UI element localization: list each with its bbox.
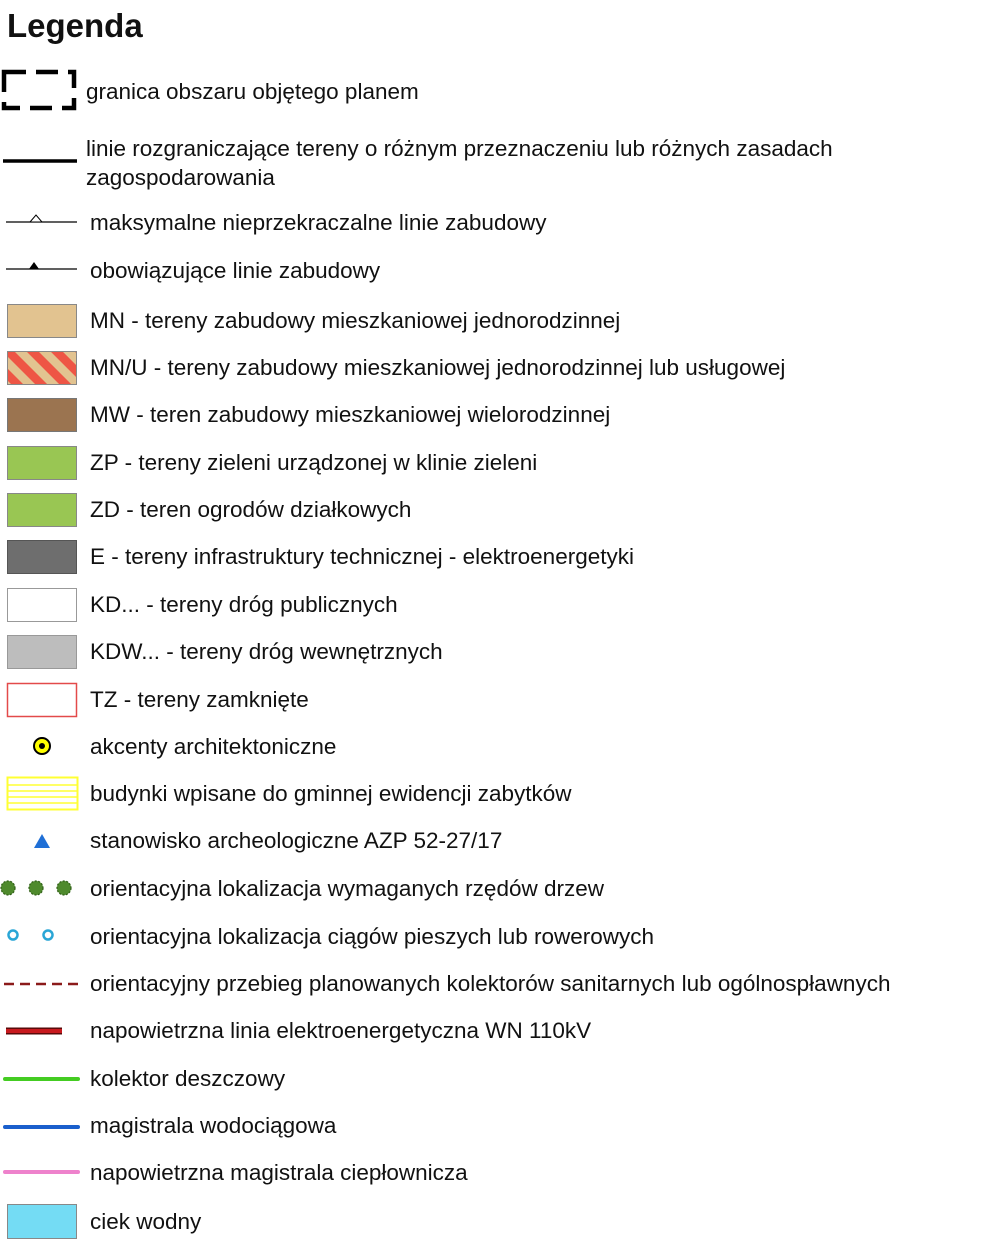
legend-item-boundary-lines	[0, 132, 997, 192]
legend-label: linie rozgraniczające tereny o różnym przeznaczeniu lub różnych zasadach zagospodarowania	[86, 136, 833, 190]
legend-label: napowietrzna magistrala ciepłownicza	[90, 1160, 468, 1185]
legend-label: ZP - tereny zieleni urządzonej w klinie zieleni	[90, 450, 538, 475]
legend-label: akcenty architektoniczne	[90, 734, 337, 759]
legend-item-heating-main	[0, 1158, 997, 1188]
legend-label: MW - teren zabudowy mieszkaniowej wielorodzinnej	[90, 402, 611, 427]
pink-line-icon	[0, 1158, 80, 1188]
legend-item-max-building-lines	[0, 208, 997, 238]
legend-label: KDW... - tereny dróg wewnętrznych	[90, 639, 443, 664]
legend-label: orientacyjny przebieg planowanych kolektorów sanitarnych lub ogólnospławnych	[90, 971, 891, 996]
power-line-icon	[0, 1016, 80, 1046]
legend-label: E - tereny infrastruktury technicznej - elektroenergetyki	[90, 544, 634, 569]
tree-dots-icon	[0, 873, 80, 903]
mnu-hatched-swatch-icon	[0, 349, 80, 385]
legend-label: ZD - teren ogrodów działkowych	[90, 497, 412, 522]
legend-label: MN/U - tereny zabudowy mieszkaniowej jednorodzinnej lub usługowej	[90, 355, 786, 380]
mw-swatch-icon	[0, 396, 80, 432]
blue-line-icon	[0, 1111, 80, 1141]
legend-label: obowiązujące linie zabudowy	[90, 258, 381, 283]
legend-label: MN - tereny zabudowy mieszkaniowej jednorodzinnej	[90, 308, 621, 333]
blue-triangle-icon	[0, 826, 80, 856]
tz-swatch-icon	[0, 681, 80, 717]
legend-item-zd	[0, 491, 997, 527]
legend-label: napowietrzna linia elektroenergetyczna WN 110kV	[90, 1018, 592, 1043]
legend-title: Legenda	[7, 7, 143, 44]
water-swatch-icon	[0, 1202, 80, 1240]
dashed-boundary-icon	[0, 68, 80, 114]
legend-item-mnu	[0, 349, 997, 385]
legend-item-monuments	[0, 775, 997, 811]
legend-item-kdw	[0, 633, 997, 669]
legend-item-pedestrian-paths	[0, 921, 997, 951]
line-open-triangle-icon	[0, 208, 80, 238]
kd-swatch-icon	[0, 586, 80, 622]
legend-item-mandatory-building-lines	[0, 256, 997, 286]
legend-item-e	[0, 538, 997, 574]
accent-target-icon	[0, 731, 80, 761]
legend-item-zp	[0, 444, 997, 480]
legend-label: KD... - tereny dróg publicznych	[90, 592, 398, 617]
mn-swatch-icon	[0, 302, 80, 338]
legend-item-watercourse	[0, 1202, 997, 1240]
legend-item-sanitary-collectors	[0, 969, 997, 999]
legend-label: stanowisko archeologiczne AZP 52-27/17	[90, 828, 503, 853]
legend-item-water-main	[0, 1111, 997, 1141]
legend-item-kd	[0, 586, 997, 622]
dashed-collector-icon	[0, 969, 80, 999]
legend-item-power-line	[0, 1016, 997, 1046]
monument-hatched-icon	[0, 775, 80, 811]
legend-label: magistrala wodociągowa	[90, 1113, 337, 1138]
green-line-icon	[0, 1064, 80, 1094]
legend-item-plan-boundary	[0, 68, 997, 114]
legend-item-archaeological-site	[0, 826, 997, 856]
solid-line-icon	[0, 132, 80, 192]
legend-item-tree-rows	[0, 873, 997, 903]
legend-item-architectural-accents	[0, 731, 997, 761]
legend-label: budynki wpisane do gminnej ewidencji zabytków	[90, 781, 572, 806]
path-circles-icon	[0, 921, 80, 951]
legend-label: TZ - tereny zamknięte	[90, 687, 309, 712]
legend-item-mn	[0, 302, 997, 338]
legend-label: maksymalne nieprzekraczalne linie zabudowy	[90, 210, 547, 235]
legend-label: orientacyjna lokalizacja ciągów pieszych lub rowerowych	[90, 924, 655, 949]
legend-item-storm-collector	[0, 1064, 997, 1094]
legend-item-tz	[0, 681, 997, 717]
zp-swatch-icon	[0, 444, 80, 480]
e-swatch-icon	[0, 538, 80, 574]
line-filled-triangle-icon	[0, 256, 80, 286]
legend-label: kolektor deszczowy	[90, 1066, 286, 1091]
zd-swatch-icon	[0, 491, 80, 527]
legend-item-mw	[0, 396, 997, 432]
legend-label: ciek wodny	[90, 1209, 202, 1234]
legend-label: granica obszaru objętego planem	[86, 79, 419, 104]
legend-label: orientacyjna lokalizacja wymaganych rzędów drzew	[90, 876, 604, 901]
kdw-swatch-icon	[0, 633, 80, 669]
